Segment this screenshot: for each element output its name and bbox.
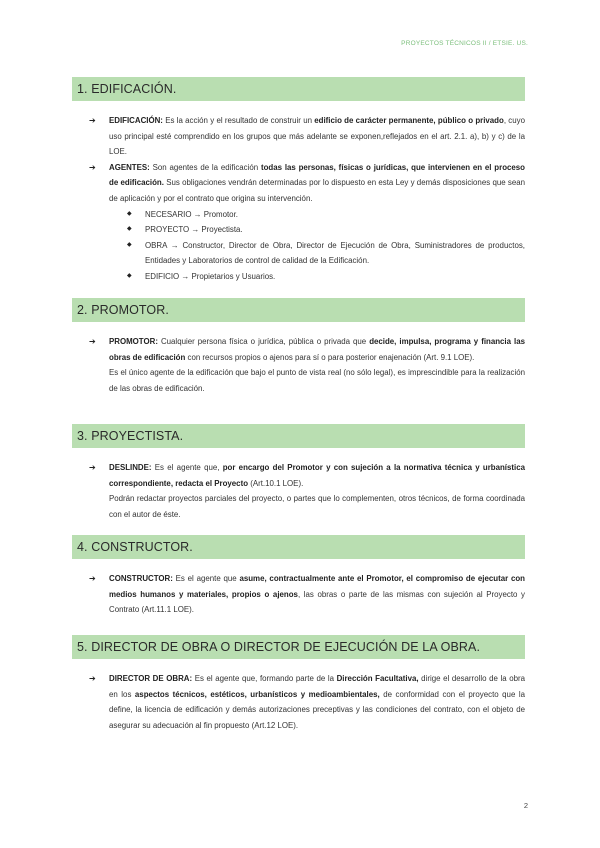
running-header: PROYECTOS TÉCNICOS II / ETSIE. US. [401, 40, 528, 47]
item-paragraph [109, 334, 525, 365]
item-paragraph [109, 113, 525, 160]
list-item [72, 334, 525, 396]
body-text: dirige el desarrollo de la obra en los [109, 674, 525, 699]
bold-text: PROMOTOR: [109, 337, 158, 346]
section-heading: 2. PROMOTOR. [72, 298, 525, 322]
sub-item-text: NECESARIO → Promotor. [145, 209, 238, 219]
section-heading: 5. DIRECTOR DE OBRA O DIRECTOR DE EJECUCIÓN DE LA OBRA. [72, 635, 525, 659]
bold-text: EDIFICACIÓN: [109, 116, 163, 125]
body-text: Es el agente que, formando parte de la [192, 674, 337, 683]
body-text: Cualquier persona física o jurídica, pública o privada que [157, 337, 370, 346]
item-paragraph [109, 671, 525, 733]
sub-list-item [109, 238, 525, 269]
bold-text: edificio de carácter permanente, público o privado [314, 116, 504, 125]
bold-text: asume, contractualmente ante el Promotor, el compromiso de ejecutar con medios humanos y materiales, propios o ajenos [109, 574, 525, 599]
body-text: (Art.10.1 LOE). [248, 478, 304, 488]
list-item [72, 113, 525, 160]
body-text: Es la acción y el resultado de construir un [162, 116, 315, 125]
list-item [72, 460, 525, 522]
bold-text: decide, impulsa, programa y financia las obras de edificación [109, 337, 525, 362]
bold-text: DIRECTOR DE OBRA: [109, 674, 193, 683]
sub-list-item [109, 269, 525, 285]
section-edificacion [72, 77, 525, 285]
list-item [72, 571, 525, 618]
sub-list-item [109, 222, 525, 238]
arrow-bullet-icon: ➔ [89, 162, 96, 172]
sub-item-text: OBRA → Constructor, Director de Obra, Director de Ejecución de Obra, Suministradores de productos, Entidades y Laboratorios de control de calidad de la Edificación. [145, 240, 525, 266]
sub-list [109, 207, 525, 285]
section-heading: 3. PROYECTISTA. [72, 424, 525, 448]
section-items [72, 113, 525, 285]
arrow-bullet-icon: ➔ [89, 574, 96, 583]
arrow-bullet-icon: ➔ [89, 337, 96, 346]
arrow-bullet-icon: ➔ [89, 674, 96, 683]
section-items [72, 334, 525, 396]
item-paragraph [109, 571, 525, 618]
body-text: con recursos propios o ajenos para sí o para posterior enajenación (Art. 9.1 LOE). [185, 352, 475, 362]
bold-text: aspectos técnicos, estéticos, urbanísticos y medioambientales, [134, 689, 380, 699]
page-number: 2 [523, 801, 528, 810]
body-text: Son agentes de la edificación [149, 162, 261, 172]
section-items [72, 460, 525, 522]
arrow-bullet-icon: ➔ [89, 463, 96, 472]
diamond-bullet-icon: ◆ [127, 210, 132, 217]
body-text: , cuyo uso principal esté comprendido en los grupos que más adelante se exponen,reflejados en el art. 2.1. a), b) y c) de la LOE. [109, 116, 525, 157]
item-paragraph [109, 160, 525, 207]
section-heading: 4. CONSTRUCTOR. [72, 535, 525, 559]
sub-item-text: EDIFICIO → Propietarios y Usuarios. [145, 271, 276, 281]
item-extra-paragraph: Podrán redactar proyectos parciales del proyecto, o partes que lo complementen, otros técnicos, de forma coordinada con el autor de éste. [109, 494, 525, 519]
diamond-bullet-icon: ◆ [127, 241, 132, 248]
arrow-bullet-icon: ➔ [89, 116, 96, 125]
item-paragraph [109, 460, 525, 491]
body-text: Es el agente que, [151, 463, 223, 472]
body-text: de conformidad con el proyecto que la define, la licencia de edificación y demás autorizaciones preceptivas y las condiciones del contrato, con el objeto de asegurar su adecuación al fin propuesto (Art.12 LOE). [109, 689, 526, 730]
diamond-bullet-icon: ◆ [127, 226, 132, 233]
list-item [72, 671, 525, 733]
item-extra-paragraph: Es el único agente de la edificación que bajo el punto de vista real (no sólo legal), es imprescindible para la realización de las obras de edificación. [109, 368, 525, 393]
bold-text: Dirección Facultativa, [336, 674, 419, 683]
section-heading: 1. EDIFICACIÓN. [72, 77, 525, 101]
bold-text: por encargo del Promotor y con sujeción a la normativa técnica y urbanística correspondiente, redacta el Proyecto [109, 463, 525, 488]
section-items [72, 671, 525, 733]
sub-item-text: PROYECTO → Proyectista. [145, 225, 243, 235]
section-proyectista [72, 424, 525, 522]
sub-list-item [109, 207, 525, 223]
bold-text: CONSTRUCTOR: [109, 574, 173, 583]
list-item [72, 160, 525, 285]
section-items [72, 571, 525, 618]
body-text: Sus obligaciones vendrán determinadas por lo dispuesto en esta Ley y demás disposiciones que sean de aplicación y por el contrato que origina su intervención. [109, 178, 525, 203]
body-text: Es el agente que [172, 574, 240, 583]
bold-text: DESLINDE: [109, 463, 152, 472]
section-promotor [72, 298, 525, 396]
diamond-bullet-icon: ◆ [127, 272, 132, 279]
section-constructor [72, 535, 525, 618]
body-text: , las obras o parte de las mismas con sujeción al Proyecto y Contrato (Art.11.1 LOE). [109, 589, 525, 615]
bold-text: AGENTES: [109, 162, 150, 172]
bold-text: todas las personas, físicas o jurídicas, que intervienen en el proceso de edificación. [109, 162, 525, 188]
section-director-de-obra [72, 635, 525, 733]
